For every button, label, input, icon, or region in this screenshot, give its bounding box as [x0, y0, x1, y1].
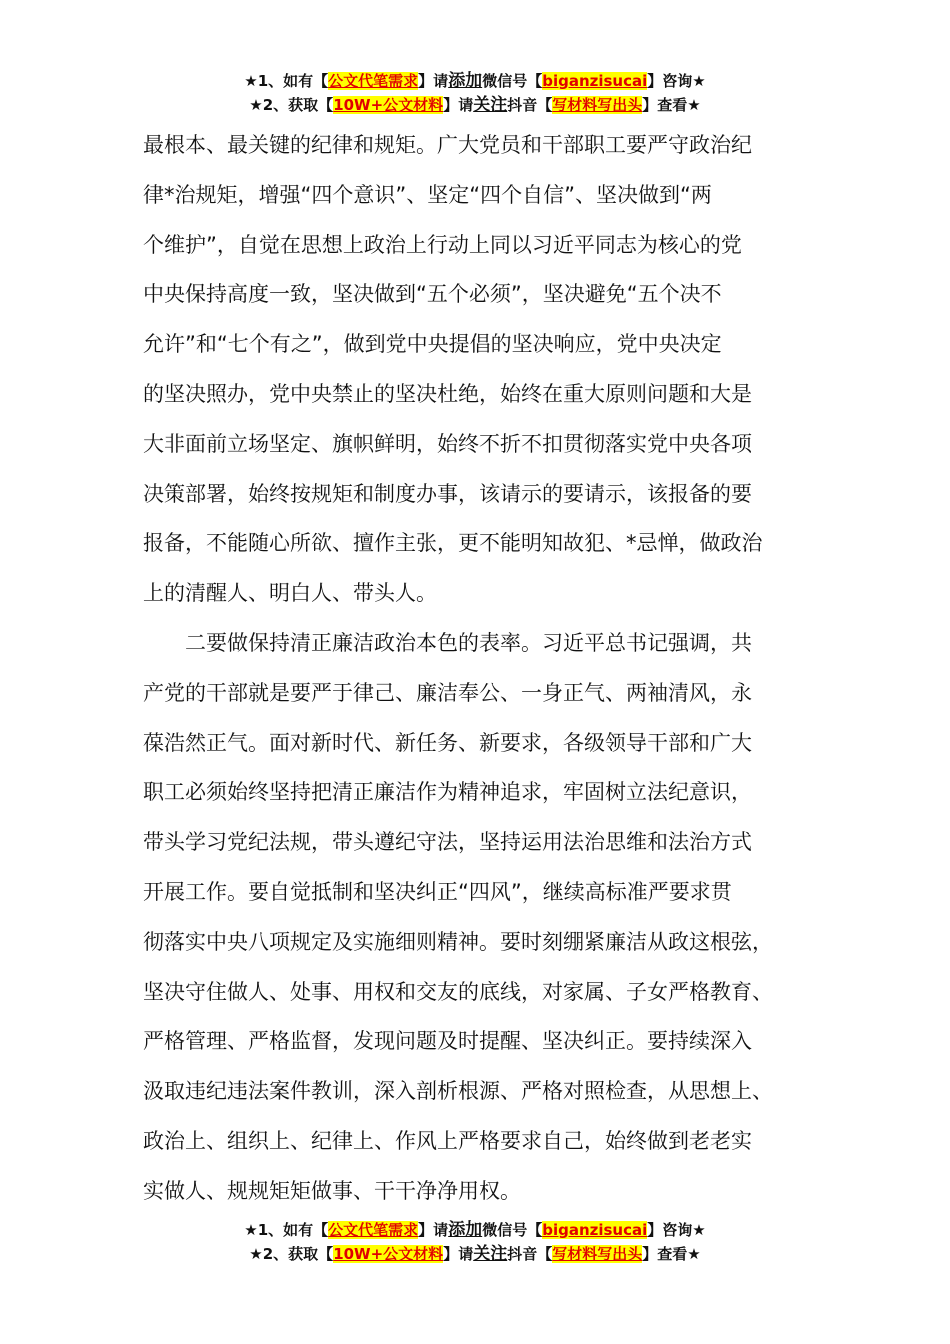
text: 微信号【	[482, 72, 543, 90]
text: 】请	[418, 1221, 449, 1239]
text-line: 允许”和“七个有之”，做到党中央提倡的坚决响应，党中央决定	[143, 332, 722, 357]
highlight: 10W+公文材料	[333, 1245, 444, 1263]
text: 微信号【	[482, 1221, 543, 1239]
text-line: 产党的干部就是要严于律己、廉洁奉公、一身正气、两袖清风，永	[143, 680, 752, 705]
text-line: 决策部署，始终按规矩和制度办事，该请示的要请示，该报备的要	[143, 481, 752, 506]
banner-line-2	[0, 93, 950, 117]
text: 】请	[443, 96, 474, 114]
highlight: 写材料写出头	[552, 1245, 643, 1263]
text-line: 带头学习党纪法规，带头遵纪守法，坚持运用法治思维和法治方式	[143, 830, 752, 855]
text-line: 严格管理、严格监督，发现问题及时提醒、坚决纠正。要持续深入	[143, 1029, 752, 1054]
text-line: 职工必须始终坚持把清正廉洁作为精神追求，牢固树立法纪意识，	[143, 780, 752, 805]
highlight: 10W+公文材料	[333, 96, 444, 114]
body-text	[143, 130, 843, 1226]
text: 抖音【	[507, 96, 553, 114]
text-line: 汲取违纪违法案件教训，深入剖析根源、严格对照检查，从思想上、	[143, 1079, 773, 1104]
underlined: 添加	[448, 71, 483, 91]
banner-line-1	[0, 1218, 950, 1242]
text: ★1、如有【	[244, 72, 329, 90]
underlined: 添加	[448, 1220, 483, 1240]
text: 】查看★	[642, 1245, 701, 1263]
banner-line-1	[0, 69, 950, 93]
underlined: 关注	[473, 95, 508, 115]
text: ★2、获取【	[249, 1245, 334, 1263]
text: 】咨询★	[647, 1221, 706, 1239]
top-banner	[0, 69, 950, 117]
text: 】请	[443, 1245, 474, 1263]
text-line: 大非面前立场坚定、旗帜鲜明，始终不折不扣贯彻落实党中央各项	[143, 431, 752, 456]
text: 】咨询★	[647, 72, 706, 90]
text-line: 个维护”，自觉在思想上政治上行动上同以习近平同志为核心的党	[143, 232, 742, 257]
banner-line-2	[0, 1242, 950, 1266]
text-line: 中央保持高度一致，坚决做到“五个必须”，坚决避免“五个决不	[143, 282, 722, 307]
text: 抖音【	[507, 1245, 553, 1263]
highlight: 写材料写出头	[552, 96, 643, 114]
text-line: 上的清醒人、明白人、带头人。	[143, 581, 437, 606]
text-line: 彻落实中央八项规定及实施细则精神。要时刻绷紧廉洁从政这根弦，	[143, 929, 773, 954]
text-line: 开展工作。要自觉抵制和坚决纠正“四风”，继续高标准严要求贯	[143, 879, 732, 904]
text: 】查看★	[642, 96, 701, 114]
text: 】请	[418, 72, 449, 90]
highlight: biganzisucai	[542, 72, 648, 90]
text-line: 政治上、组织上、纪律上、作风上严格要求自己，始终做到老老实	[143, 1128, 752, 1153]
text-line: 最根本、最关键的纪律和规矩。广大党员和干部职工要严守政治纪	[143, 133, 752, 157]
text-line: 的坚决照办，党中央禁止的坚决杜绝，始终在重大原则问题和大是	[143, 381, 752, 406]
highlight: 公文代笔需求	[328, 1221, 419, 1239]
bottom-banner	[0, 1218, 950, 1266]
underlined: 关注	[473, 1244, 508, 1264]
text: ★2、获取【	[249, 96, 334, 114]
text-line: 报备，不能随心所欲、擅作主张，更不能明知故犯、*忌惮，做政治	[143, 531, 763, 556]
text: ★1、如有【	[244, 1221, 329, 1239]
text-line: 二要做保持清正廉洁政治本色的表率。习近平总书记强调，共	[185, 630, 752, 655]
highlight: biganzisucai	[542, 1221, 648, 1239]
text-line: 律*治规矩，增强“四个意识”、坚定“四个自信”、坚决做到“两	[143, 182, 712, 207]
text-line: 坚决守住做人、处事、用权和交友的底线，对家属、子女严格教育、	[143, 979, 773, 1004]
highlight: 公文代笔需求	[328, 72, 419, 90]
text-line: 实做人、规规矩矩做事、干干净净用权。	[143, 1178, 521, 1203]
text-line: 葆浩然正气。面对新时代、新任务、新要求，各级领导干部和广大	[143, 730, 752, 755]
